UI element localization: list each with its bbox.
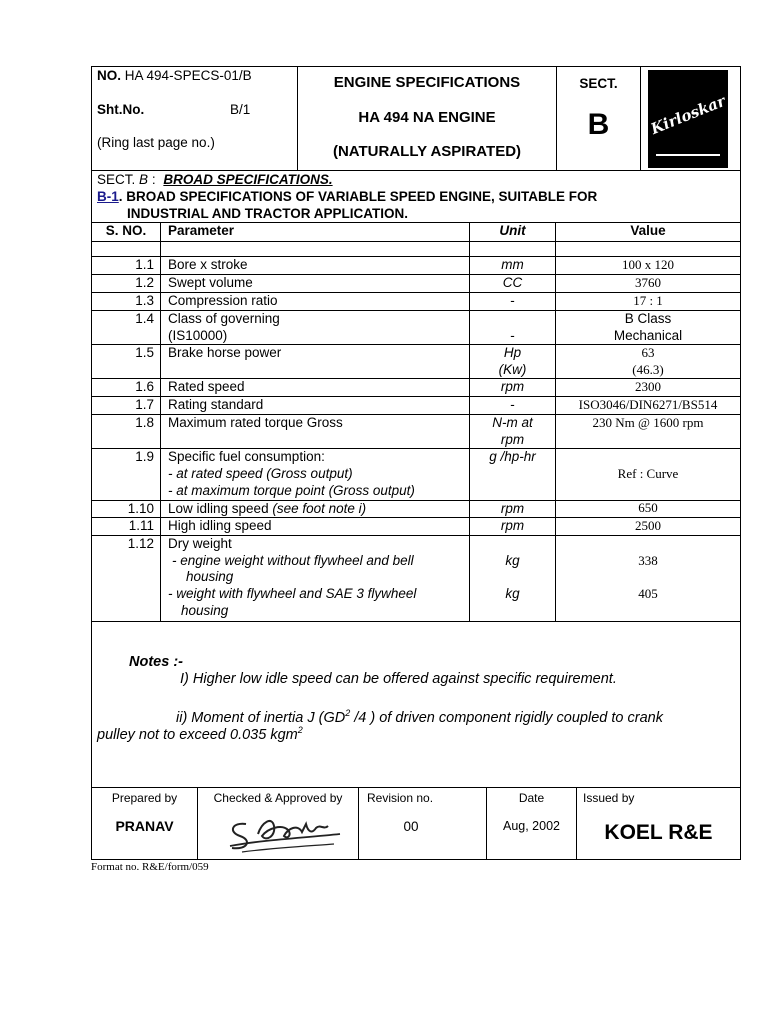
- row-unit: rpm: [500, 379, 525, 394]
- row-unit: -: [510, 328, 515, 343]
- issued-by-value: KOEL R&E: [604, 821, 713, 844]
- footer-top-line: [91, 787, 741, 788]
- row-value: 3760: [635, 275, 661, 290]
- row-unit: N-m at: [492, 415, 533, 430]
- section-colon: :: [151, 172, 156, 187]
- kirloskar-logo: [648, 70, 728, 168]
- note-2-unit-superscript: 2: [297, 725, 303, 735]
- row-parameter-line4: - weight with flywheel and SAE 3 flywheel: [168, 586, 417, 601]
- row-parameter: Rated speed: [168, 379, 245, 394]
- sheet-number-value: B/1: [230, 102, 251, 117]
- row-unit: CC: [502, 275, 523, 290]
- row-value-line2: (46.3): [632, 362, 664, 377]
- table-bottom-line: [91, 621, 741, 622]
- row-parameter-line5: housing: [181, 603, 229, 618]
- row-value: B Class: [624, 311, 672, 326]
- frame-top-line: [91, 66, 741, 67]
- row-value: ISO3046/DIN6271/BS514: [578, 397, 718, 412]
- engine-title: HA 494 NA ENGINE: [358, 109, 496, 126]
- section-letter: B: [139, 172, 149, 187]
- header-divider-3: [640, 66, 641, 170]
- row-value: 63: [641, 345, 655, 360]
- row-unit: -: [510, 397, 515, 412]
- row-unit-line2: rpm: [500, 432, 525, 447]
- date-label: Date: [518, 791, 545, 805]
- note-2-superscript: 2: [345, 708, 351, 718]
- sheet-number-label: Sht.No.: [97, 102, 145, 117]
- row-sno: 1.1: [135, 257, 154, 272]
- note-2-line2: [97, 722, 303, 743]
- logo-underline: [656, 154, 720, 156]
- prepared-by-value: PRANAV: [115, 818, 174, 834]
- b1-heading-line1: [97, 189, 597, 205]
- row-parameter: Specific fuel consumption:: [168, 449, 325, 464]
- row-value: 230 Nm @ 1600 rpm: [592, 415, 704, 430]
- b1-text-line2: INDUSTRIAL AND TRACTOR APPLICATION.: [127, 206, 408, 221]
- row-unit: g /hp-hr: [489, 449, 536, 464]
- doc-number: [97, 68, 252, 84]
- row-sno: 1.6: [135, 379, 154, 394]
- row-parameter: [168, 501, 366, 517]
- row-value: 2500: [635, 518, 661, 533]
- checked-approved-label: Checked & Approved by: [213, 791, 343, 805]
- row-parameter-footnote: (see foot note i): [272, 501, 367, 516]
- row-value-line2: 405: [638, 586, 658, 601]
- row-unit: mm: [501, 257, 524, 272]
- section-title: BROAD SPECIFICATIONS.: [163, 172, 333, 187]
- engine-subtitle: (NATURALLY ASPIRATED): [332, 143, 522, 160]
- row-unit-line2: kg: [505, 586, 520, 601]
- doc-title: ENGINE SPECIFICATIONS: [333, 74, 521, 91]
- col-header-value: Value: [630, 223, 666, 238]
- row-value-line2: Mechanical: [613, 328, 683, 343]
- sect-value: B: [587, 108, 610, 141]
- b1-link[interactable]: B-1: [97, 189, 119, 204]
- row-parameter: Bore x stroke: [168, 257, 248, 272]
- format-number: Format no. R&E/form/059: [91, 861, 209, 873]
- doc-number-label: NO.: [97, 68, 122, 83]
- row-sno: 1.3: [135, 293, 154, 308]
- row-parameter-line2: - engine weight without flywheel and bell: [172, 553, 414, 568]
- row-parameter: Maximum rated torque Gross: [168, 415, 343, 430]
- notes-title: Notes :-: [129, 654, 183, 670]
- row-parameter: Class of governing: [168, 311, 280, 326]
- revision-value: 00: [403, 819, 419, 834]
- row-parameter-line3: - at maximum torque point (Gross output): [168, 483, 415, 498]
- prepared-by-label: Prepared by: [111, 791, 178, 805]
- row-sno: 1.12: [127, 536, 154, 551]
- row-parameter-line2: - at rated speed (Gross output): [168, 466, 353, 481]
- table-header-line: [91, 241, 741, 242]
- ring-note: (Ring last page no.): [97, 135, 215, 150]
- row-value: 2300: [635, 379, 661, 394]
- doc-number-value: HA 494-SPECS-01/B: [124, 68, 252, 83]
- signature-image: [222, 806, 344, 856]
- row-sno: 1.5: [135, 345, 154, 360]
- section-heading: [97, 172, 333, 188]
- row-unit: rpm: [500, 501, 525, 516]
- row-sno: 1.8: [135, 415, 154, 430]
- col-header-parameter: Parameter: [168, 223, 235, 238]
- row-parameter-text: Low idling speed: [168, 501, 269, 516]
- note-2-text-c: pulley not to exceed 0.035 kgm: [97, 726, 298, 743]
- b1-text-line1: . BROAD SPECIFICATIONS OF VARIABLE SPEED ENGINE, SUITABLE FOR: [118, 189, 598, 204]
- frame-right-line: [740, 66, 741, 859]
- row-unit: rpm: [500, 518, 525, 533]
- note-2-text-a: ii) Moment of inertia J (GD: [176, 709, 346, 726]
- row-parameter: Swept volume: [168, 275, 253, 290]
- row-parameter: Brake horse power: [168, 345, 282, 360]
- header-bottom-line: [91, 170, 741, 171]
- col-header-sno: S. NO.: [105, 223, 147, 238]
- row-value: Ref : Curve: [617, 466, 679, 481]
- row-sno: 1.2: [135, 275, 154, 290]
- col-divider-sno: [160, 222, 161, 621]
- date-value: Aug, 2002: [503, 819, 560, 833]
- sect-label: SECT.: [579, 76, 618, 91]
- row-unit: Hp: [503, 345, 522, 360]
- row-unit: kg: [505, 553, 520, 568]
- row-value: 338: [638, 553, 658, 568]
- row-unit-line2: (Kw): [498, 362, 527, 377]
- note-1: I) Higher low idle speed can be offered against specific requirement.: [180, 671, 617, 687]
- row-value: 650: [638, 500, 658, 515]
- revision-label: Revision no.: [367, 791, 434, 805]
- col-header-unit: Unit: [499, 223, 526, 238]
- row-sno: 1.9: [135, 449, 154, 464]
- row-sno: 1.11: [128, 518, 154, 533]
- row-unit: -: [510, 293, 515, 308]
- row-parameter-line3: housing: [186, 569, 234, 584]
- logo-text: Kirloskar: [648, 91, 728, 139]
- row-sno: 1.4: [135, 311, 154, 326]
- row-value: 100 x 120: [622, 257, 674, 272]
- row-parameter: High idling speed: [168, 518, 272, 533]
- row-parameter: Dry weight: [168, 536, 232, 551]
- row-parameter: Rating standard: [168, 397, 264, 412]
- frame-bottom-line: [91, 859, 741, 860]
- note-2-text-b: /4 ) of driven component rigidly coupled to crank: [350, 709, 663, 726]
- row-parameter: Compression ratio: [168, 293, 278, 308]
- section-prefix: SECT.: [97, 172, 136, 187]
- row-value: 17 : 1: [633, 293, 663, 308]
- issued-by-label: Issued by: [583, 791, 635, 805]
- row-sno: 1.10: [127, 501, 154, 516]
- row-sno: 1.7: [135, 397, 154, 412]
- row-parameter-line2: (IS10000): [168, 328, 228, 343]
